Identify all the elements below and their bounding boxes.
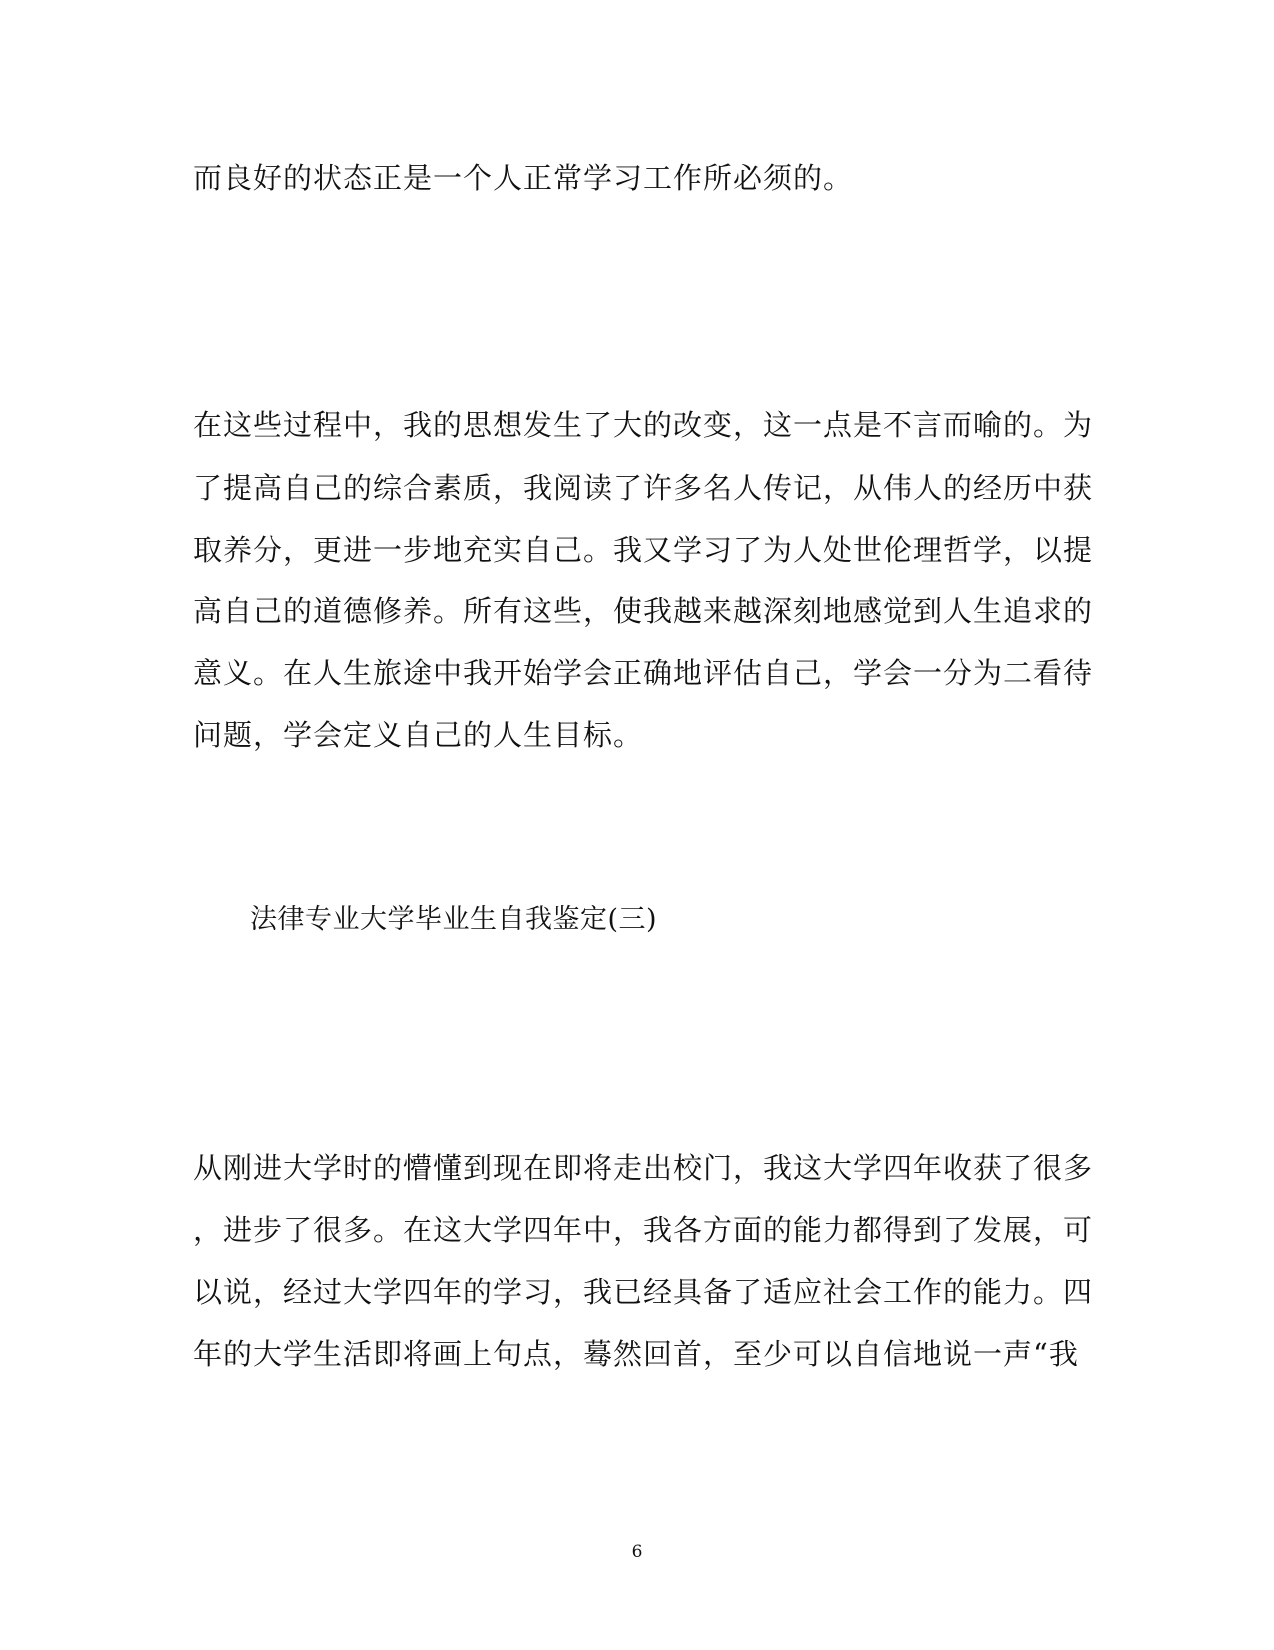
paragraph-3-line-3: 以说，经过大学四年的学习，我已经具备了适应社会工作的能力。四	[193, 1275, 1094, 1309]
paragraph-3-line-1: 从刚进大学时的懵懂到现在即将走出校门，我这大学四年收获了很多	[193, 1151, 1094, 1185]
section-heading: 法律专业大学毕业生自我鉴定(三)	[250, 904, 658, 935]
paragraph-2-line-3: 取养分，更进一步地充实自己。我又学习了为人处世伦理哲学，以提	[193, 533, 1094, 567]
paragraph-2-line-4: 高自己的道德修养。所有这些，使我越来越深刻地感觉到人生追求的	[193, 594, 1094, 628]
page-number: 6	[631, 1542, 643, 1562]
paragraph-1-line-1: 而良好的状态正是一个人正常学习工作所必须的。	[193, 161, 854, 195]
paragraph-3-line-4: 年的大学生活即将画上句点，蓦然回首，至少可以自信地说一声“我	[193, 1337, 1079, 1371]
paragraph-2-line-2: 了提高自己的综合素质，我阅读了许多名人传记，从伟人的经历中获	[193, 471, 1094, 505]
paragraph-2-line-6: 问题，学会定义自己的人生目标。	[193, 718, 644, 752]
paragraph-2-line-1: 在这些过程中，我的思想发生了大的改变，这一点是不言而喻的。为	[193, 408, 1094, 442]
paragraph-3-line-2: ，进步了很多。在这大学四年中，我各方面的能力都得到了发展，可	[193, 1213, 1094, 1247]
paragraph-2-line-5: 意义。在人生旅途中我开始学会正确地评估自己，学会一分为二看待	[193, 656, 1094, 690]
